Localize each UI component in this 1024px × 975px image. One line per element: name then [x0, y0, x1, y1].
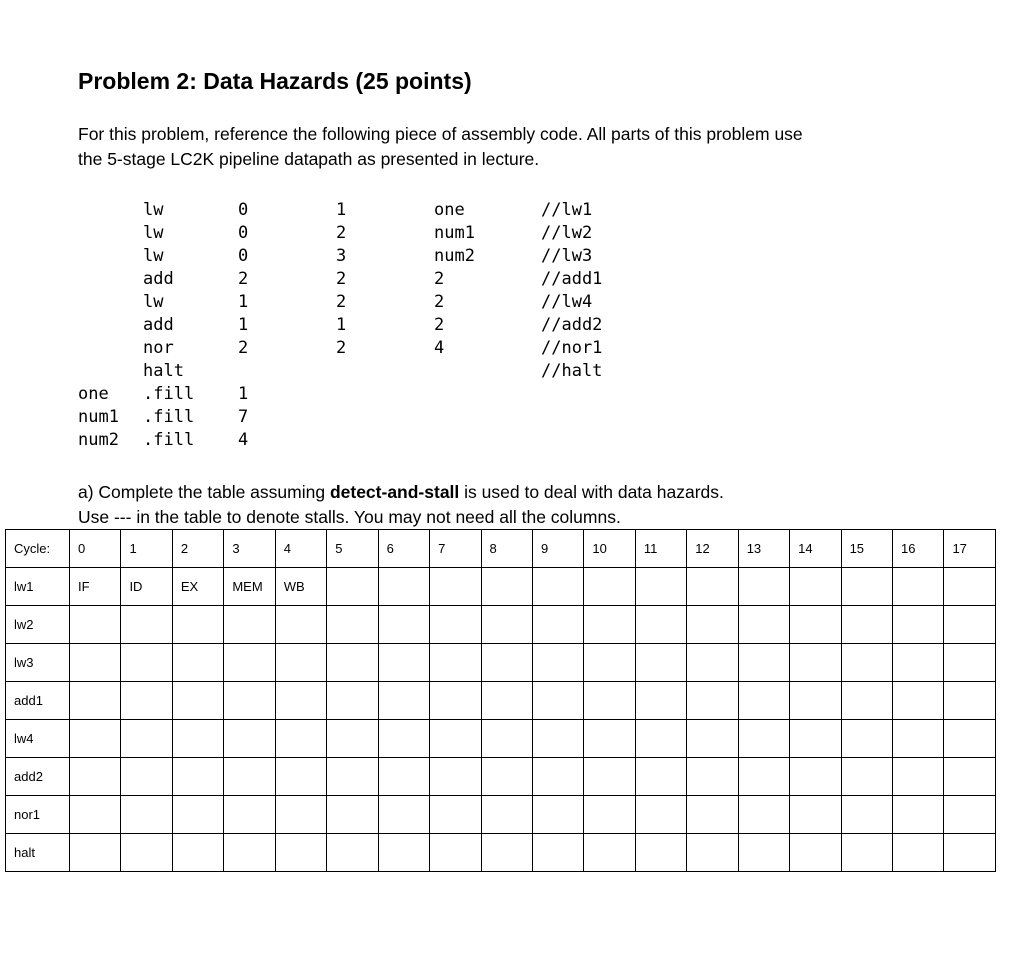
cycle-number: 4 [275, 530, 326, 568]
stage-cell[interactable] [224, 606, 275, 644]
instruction-label: lw3 [6, 644, 70, 682]
stage-cell[interactable] [378, 758, 429, 796]
stage-cell[interactable] [481, 758, 532, 796]
stage-cell[interactable] [790, 568, 841, 606]
instruction-row [6, 682, 996, 720]
stage-cell[interactable] [893, 834, 944, 872]
stage-cell[interactable] [790, 682, 841, 720]
stage-cell[interactable] [738, 568, 789, 606]
code-field-b: 2 [336, 292, 347, 312]
instruction-label: add2 [6, 758, 70, 796]
stage-cell[interactable] [70, 606, 121, 644]
code-comment: //halt [541, 361, 603, 381]
cycle-number: 3 [224, 530, 275, 568]
stage-cell[interactable] [275, 606, 326, 644]
problem-title: Problem 2: Data Hazards (25 points) [78, 68, 472, 94]
cycle-number: 7 [430, 530, 481, 568]
code-field-b: 3 [336, 246, 347, 266]
stage-cell[interactable] [584, 568, 635, 606]
stage-cell[interactable] [430, 834, 481, 872]
cycle-number: 1 [121, 530, 172, 568]
stage-cell[interactable] [635, 834, 686, 872]
cycle-number: 14 [790, 530, 841, 568]
stage-cell[interactable] [327, 796, 378, 834]
code-field-a: 2 [238, 269, 249, 289]
stage-cell[interactable] [327, 644, 378, 682]
stage-cell[interactable] [275, 758, 326, 796]
cycle-number: 8 [481, 530, 532, 568]
cycle-header-row [6, 530, 996, 568]
problem-intro [78, 122, 978, 172]
stage-cell[interactable] [687, 834, 738, 872]
stage-cell[interactable] [635, 720, 686, 758]
stage-cell[interactable] [893, 644, 944, 682]
stage-cell[interactable] [635, 796, 686, 834]
code-field-b: 2 [336, 269, 347, 289]
stage-cell[interactable] [532, 720, 583, 758]
cycle-number: 17 [944, 530, 996, 568]
stage-cell[interactable] [738, 682, 789, 720]
stage-cell[interactable] [327, 720, 378, 758]
stage-cell[interactable] [172, 644, 223, 682]
cycle-header-label: Cycle: [6, 530, 70, 568]
instruction-label: lw4 [6, 720, 70, 758]
stage-cell[interactable] [224, 758, 275, 796]
stage-cell[interactable] [841, 834, 892, 872]
stage-cell[interactable] [172, 834, 223, 872]
stage-cell[interactable] [738, 758, 789, 796]
code-field-b: 2 [336, 338, 347, 358]
code-field-c: num1 [434, 223, 475, 243]
pipeline-table [5, 529, 996, 872]
cycle-number: 16 [893, 530, 944, 568]
stage-cell[interactable] [584, 758, 635, 796]
stage-cell[interactable]: MEM [224, 568, 275, 606]
stage-cell[interactable] [224, 682, 275, 720]
stage-cell[interactable] [687, 568, 738, 606]
stage-cell[interactable]: WB [275, 568, 326, 606]
code-field-c: 4 [434, 338, 445, 358]
part-a-line-1 [78, 480, 724, 505]
stage-cell[interactable] [584, 796, 635, 834]
stage-cell[interactable] [738, 644, 789, 682]
stage-cell[interactable] [121, 682, 172, 720]
stage-cell[interactable] [378, 834, 429, 872]
stage-cell[interactable] [430, 606, 481, 644]
code-opcode: lw [143, 200, 164, 220]
instruction-row [6, 796, 996, 834]
stage-cell[interactable] [738, 834, 789, 872]
stage-cell[interactable] [687, 720, 738, 758]
instruction-row [6, 758, 996, 796]
stage-cell[interactable] [481, 606, 532, 644]
part-a-instructions [78, 480, 724, 530]
stage-cell[interactable] [378, 606, 429, 644]
code-field-c: num2 [434, 246, 475, 266]
cycle-number: 2 [172, 530, 223, 568]
instruction-row [6, 834, 996, 872]
stage-cell[interactable] [172, 682, 223, 720]
code-field-b: 2 [336, 223, 347, 243]
code-opcode: lw [143, 223, 164, 243]
stage-cell[interactable] [841, 644, 892, 682]
part-a-prefix: a) Complete the table assuming [78, 482, 330, 502]
stage-cell[interactable] [430, 682, 481, 720]
stage-cell[interactable] [275, 682, 326, 720]
code-opcode: lw [143, 246, 164, 266]
code-field-a: 4 [238, 430, 249, 450]
code-field-c: 2 [434, 269, 445, 289]
code-opcode: lw [143, 292, 164, 312]
stage-cell[interactable] [635, 644, 686, 682]
code-field-a: 0 [238, 223, 249, 243]
stage-cell[interactable] [532, 644, 583, 682]
stage-cell[interactable] [841, 720, 892, 758]
code-field-a: 1 [238, 315, 249, 335]
stage-cell[interactable] [378, 796, 429, 834]
stage-cell[interactable] [944, 758, 996, 796]
stage-cell[interactable] [327, 834, 378, 872]
stage-cell[interactable] [430, 758, 481, 796]
code-opcode: .fill [143, 384, 195, 404]
stage-cell[interactable] [790, 796, 841, 834]
code-field-a: 0 [238, 246, 249, 266]
stage-cell[interactable] [687, 796, 738, 834]
stage-cell[interactable] [275, 796, 326, 834]
code-opcode: add [143, 269, 174, 289]
stage-cell[interactable] [275, 720, 326, 758]
stage-cell[interactable] [738, 606, 789, 644]
stage-cell[interactable] [738, 796, 789, 834]
code-field-c: one [434, 200, 465, 220]
stage-cell[interactable] [224, 796, 275, 834]
stage-cell[interactable] [378, 682, 429, 720]
instruction-label: lw1 [6, 568, 70, 606]
code-opcode: add [143, 315, 174, 335]
code-comment: //add2 [541, 315, 603, 335]
stage-cell[interactable] [584, 682, 635, 720]
instruction-label: halt [6, 834, 70, 872]
intro-line-2: the 5-stage LC2K pipeline datapath as presented in lecture. [78, 149, 540, 169]
stage-cell[interactable] [687, 682, 738, 720]
stage-cell[interactable] [790, 644, 841, 682]
stage-cell[interactable] [841, 796, 892, 834]
stage-cell[interactable]: IF [70, 568, 121, 606]
stage-cell[interactable] [532, 568, 583, 606]
stage-cell[interactable] [532, 606, 583, 644]
stage-cell[interactable] [224, 834, 275, 872]
stage-cell[interactable] [275, 644, 326, 682]
stage-cell[interactable] [790, 758, 841, 796]
cycle-number: 12 [687, 530, 738, 568]
stage-cell[interactable] [224, 720, 275, 758]
stage-cell[interactable] [584, 606, 635, 644]
instruction-label: add1 [6, 682, 70, 720]
instruction-row [6, 606, 996, 644]
cycle-number: 5 [327, 530, 378, 568]
code-label: num1 [78, 407, 119, 427]
stage-cell[interactable] [635, 568, 686, 606]
stage-cell[interactable] [172, 796, 223, 834]
stage-cell[interactable] [481, 834, 532, 872]
stage-cell[interactable] [944, 796, 996, 834]
cycle-number: 13 [738, 530, 789, 568]
stage-cell[interactable] [70, 796, 121, 834]
instruction-row [6, 568, 996, 606]
stage-cell[interactable] [790, 834, 841, 872]
code-field-c: 2 [434, 315, 445, 335]
code-opcode: .fill [143, 430, 195, 450]
code-field-a: 7 [238, 407, 249, 427]
instruction-row [6, 644, 996, 682]
stage-cell[interactable] [584, 720, 635, 758]
stage-cell[interactable] [893, 758, 944, 796]
stage-cell[interactable]: EX [172, 568, 223, 606]
code-comment: //lw3 [541, 246, 593, 266]
stage-cell[interactable] [172, 720, 223, 758]
stage-cell[interactable] [224, 644, 275, 682]
stage-cell[interactable] [327, 606, 378, 644]
stage-cell[interactable] [738, 720, 789, 758]
cycle-number: 10 [584, 530, 635, 568]
code-field-b: 1 [336, 315, 347, 335]
code-field-a: 2 [238, 338, 249, 358]
stage-cell[interactable] [893, 606, 944, 644]
stage-cell[interactable] [687, 606, 738, 644]
stage-cell[interactable] [944, 568, 996, 606]
stage-cell[interactable] [327, 758, 378, 796]
stage-cell[interactable] [378, 644, 429, 682]
cycle-number: 6 [378, 530, 429, 568]
instruction-row [6, 720, 996, 758]
stage-cell[interactable] [327, 682, 378, 720]
stage-cell[interactable] [893, 682, 944, 720]
stage-cell[interactable] [481, 682, 532, 720]
stage-cell[interactable] [121, 796, 172, 834]
stage-cell[interactable] [172, 606, 223, 644]
stage-cell[interactable] [532, 758, 583, 796]
stage-cell[interactable] [687, 758, 738, 796]
stage-cell[interactable] [532, 682, 583, 720]
cycle-number: 15 [841, 530, 892, 568]
stage-cell[interactable] [584, 834, 635, 872]
code-field-a: 0 [238, 200, 249, 220]
stage-cell[interactable] [841, 606, 892, 644]
stage-cell[interactable] [841, 758, 892, 796]
stage-cell[interactable] [327, 568, 378, 606]
stage-cell[interactable] [70, 720, 121, 758]
stage-cell[interactable] [944, 644, 996, 682]
stage-cell[interactable] [841, 568, 892, 606]
intro-line-1: For this problem, reference the following piece of assembly code. All parts of this problem use [78, 124, 803, 144]
cycle-number: 11 [635, 530, 686, 568]
stage-cell[interactable] [378, 720, 429, 758]
stage-cell[interactable] [430, 568, 481, 606]
stage-cell[interactable] [121, 644, 172, 682]
stage-cell[interactable] [532, 834, 583, 872]
stage-cell[interactable] [635, 758, 686, 796]
instruction-label: lw2 [6, 606, 70, 644]
cycle-number: 0 [70, 530, 121, 568]
stage-cell[interactable] [121, 720, 172, 758]
instruction-label: nor1 [6, 796, 70, 834]
code-field-b: 1 [336, 200, 347, 220]
stage-cell[interactable] [70, 682, 121, 720]
code-comment: //lw1 [541, 200, 593, 220]
stage-cell[interactable] [584, 644, 635, 682]
stage-cell[interactable] [481, 720, 532, 758]
stage-cell[interactable] [687, 644, 738, 682]
stage-cell[interactable] [121, 758, 172, 796]
stage-cell[interactable] [121, 606, 172, 644]
code-field-a: 1 [238, 384, 249, 404]
stage-cell[interactable] [430, 644, 481, 682]
code-comment: //lw2 [541, 223, 593, 243]
stage-cell[interactable] [635, 682, 686, 720]
code-field-a: 1 [238, 292, 249, 312]
code-label: num2 [78, 430, 119, 450]
stage-cell[interactable] [944, 606, 996, 644]
stage-cell[interactable] [430, 796, 481, 834]
stage-cell[interactable] [481, 644, 532, 682]
stage-cell[interactable] [70, 758, 121, 796]
stage-cell[interactable]: ID [121, 568, 172, 606]
code-comment: //nor1 [541, 338, 603, 358]
stage-cell[interactable] [893, 568, 944, 606]
stage-cell[interactable] [275, 834, 326, 872]
stage-cell[interactable] [70, 834, 121, 872]
stage-cell[interactable] [172, 758, 223, 796]
stage-cell[interactable] [944, 720, 996, 758]
part-a-bold-term: detect-and-stall [329, 482, 460, 502]
stage-cell[interactable] [841, 682, 892, 720]
stage-cell[interactable] [790, 606, 841, 644]
stage-cell[interactable] [121, 834, 172, 872]
stage-cell[interactable] [635, 606, 686, 644]
stage-cell[interactable] [944, 834, 996, 872]
code-comment: //add1 [541, 269, 603, 289]
part-a-line-2: Use --- in the table to denote stalls. You may not need all the columns. [78, 507, 621, 527]
stage-cell[interactable] [893, 720, 944, 758]
stage-cell[interactable] [790, 720, 841, 758]
stage-cell[interactable] [532, 796, 583, 834]
code-opcode: halt [143, 361, 184, 381]
stage-cell[interactable] [430, 720, 481, 758]
stage-cell[interactable] [70, 644, 121, 682]
code-opcode: nor [143, 338, 174, 358]
stage-cell[interactable] [944, 682, 996, 720]
code-field-c: 2 [434, 292, 445, 312]
code-label: one [78, 384, 109, 404]
stage-cell[interactable] [481, 796, 532, 834]
code-comment: //lw4 [541, 292, 593, 312]
stage-cell[interactable] [378, 568, 429, 606]
stage-cell[interactable] [481, 568, 532, 606]
stage-cell[interactable] [893, 796, 944, 834]
cycle-number: 9 [532, 530, 583, 568]
code-opcode: .fill [143, 407, 195, 427]
part-a-suffix: is used to deal with data hazards. [459, 482, 724, 502]
